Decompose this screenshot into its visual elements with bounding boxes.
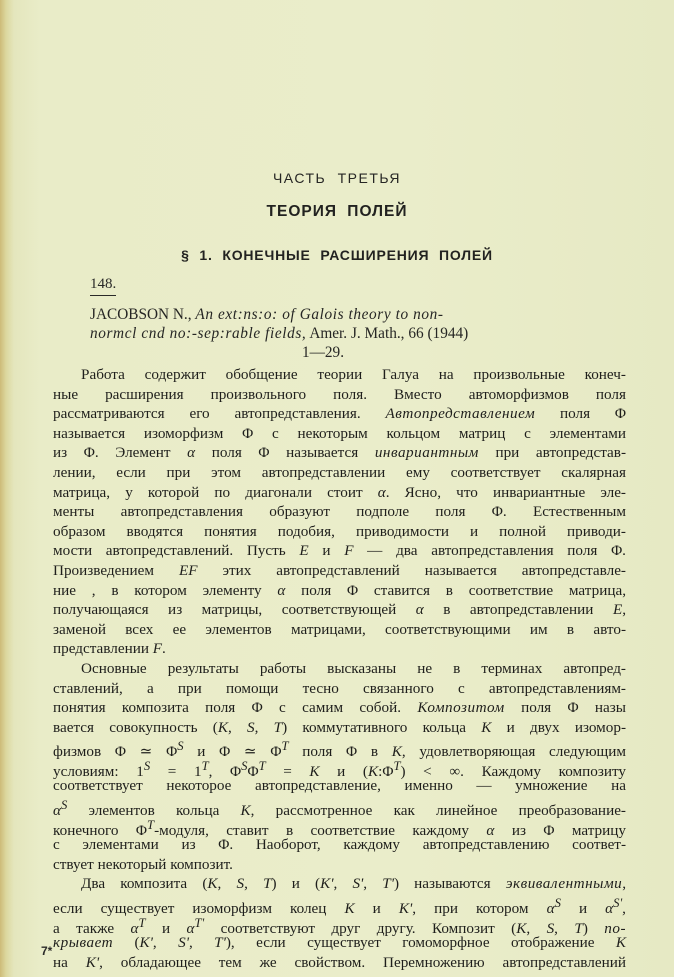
abstract-body — [53, 365, 626, 972]
body-line: понятия композита поля Φ с самим собой. Композитом поля Φ назы — [53, 699, 626, 717]
body-line: на K', обладающее тем же свойством. Перемножению автопредставлений — [53, 953, 626, 971]
body-line: матрица, у которой по диагонали стоит α. Ясно, что инвариантные эле- — [53, 483, 626, 501]
body-line: ние , в котором элементу α поля Φ ставится в соответствие матрица, — [53, 581, 626, 599]
bleed-through-text — [8, 57, 576, 68]
citation-title-1: An ext:ns:o: of Galois theory to non- — [195, 306, 444, 323]
body-line: менты автопредставления образуют подполе поля Φ. Естественным — [53, 503, 626, 521]
body-line: крывает (K', S', T'), если существует гомоморфное отображение K — [53, 934, 627, 952]
citation-pages: 1—29. — [301, 344, 345, 361]
body-line: Основные результаты работы высказаны не в терминах автопред- — [81, 659, 626, 677]
term-autorepresentation: Автопредставлением — [385, 405, 536, 423]
term-covers-b: крывает — [53, 934, 114, 952]
body-line: $\alpha^S$ элементов кольца K, рассмотренное как линейное преобразование- — [53, 798, 626, 820]
body-line: ные расширения произвольного поля. Вместо автоморфизмов поля — [53, 385, 626, 403]
body-line: рассматриваются его автопредставления. Автопредставлением поля Φ — [53, 405, 626, 423]
body-line: Работа содержит обобщение теории Галуа на произвольные конеч- — [81, 366, 626, 383]
main-title: ТЕОРИЯ ПОЛЕЙ — [266, 203, 408, 220]
body-line: ставлений, а при помощи тесно связанного с автопредставлениям- — [53, 679, 626, 697]
part-title: ЧАСТЬ ТРЕТЬЯ — [272, 170, 402, 186]
citation-journal: Amer. J. Math., — [309, 325, 405, 342]
body-line: соответствует некоторое автопредставление, именно — умножение на — [53, 777, 626, 795]
body-line: конечного $\Phi^T$-модуля, ставит в соответствие каждому α из Φ матрицу — [53, 817, 626, 839]
term-equivalent: эквивалентными — [505, 875, 623, 893]
body-line: если существует изоморфизм колец K и K', при котором $\alpha^S$ и $\alpha^{S'}$, — [53, 896, 626, 918]
body-line: ствует некоторый композит. — [53, 855, 233, 873]
body-line: с элементами из Φ. Наоборот, каждому автопредставлению соответ- — [53, 836, 626, 854]
term-invariant: инвариантным — [374, 444, 479, 462]
body-line: Два композита (K, S, T) и (K', S', T') называются эквивалентными, — [81, 875, 627, 893]
citation-title-2: normcl cnd no:-sep:rable fields, — [90, 325, 307, 342]
body-line: а также $\alpha^T$ и $\alpha^{T'}$ соответствуют друг другу. Композит (K, S, T) по- — [53, 915, 627, 937]
body-line: получающаяся из матрицы, соответствующей α в автопредставлении E, — [53, 601, 627, 619]
body-line: лении, если при этом автопредставлении ему соответствует скалярная — [53, 463, 626, 481]
body-line: Произведением EF этих автопредставлений называется автопредставле- — [53, 561, 626, 579]
signature-mark: 7* — [41, 944, 53, 958]
body-line: условиям: $1^S = 1^T$, $\Phi^S\Phi^T = K$ и $(K:\Phi^T)$ < ∞. Каждому композиту — [53, 758, 626, 780]
body-line: мости автопредставлений. Пусть E и F — два автопредставления поля Φ. — [53, 542, 626, 560]
body-line: из Φ. Элемент α поля Φ называется инвариантным при автопредстав- — [53, 444, 627, 462]
citation-author: JACOBSON N., — [90, 306, 192, 323]
term-covers-a: по- — [604, 919, 627, 937]
section-title: § 1. КОНЕЧНЫЕ РАСШИРЕНИЯ ПОЛЕЙ — [181, 247, 493, 263]
citation — [90, 305, 560, 362]
body-line: физмов Φ ≃ $\Phi^S$ и Φ ≃ $\Phi^T$ поля Φ в K, удовлетворяющая следующим — [53, 739, 626, 761]
body-line: вается совокупность (K, S, T) коммутативного кольца K и двух изомор- — [53, 718, 627, 736]
term-composite: Композитом — [417, 699, 505, 717]
body-line: образом вводятся понятия подобия, приводимости и полной приводи- — [53, 522, 626, 540]
body-line: представлении F. — [53, 640, 166, 658]
entry-number: 148. — [90, 276, 116, 296]
citation-volume-year: 66 (1944) — [408, 325, 469, 342]
body-line: называется изоморфизм Φ с некоторым кольцом матриц с элементами — [53, 424, 626, 442]
body-line: заменой всех ее элементов матрицами, соответствующими им в авто- — [53, 620, 626, 638]
